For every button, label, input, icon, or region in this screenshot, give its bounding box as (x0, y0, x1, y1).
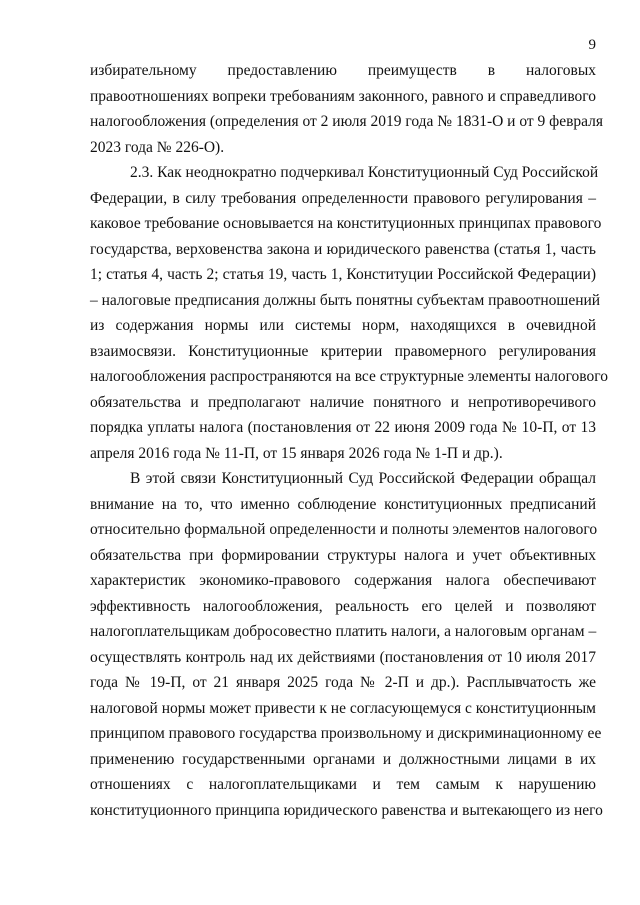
text-line: взаимосвязи. Конституционные критерии правомерного регулирования (90, 342, 596, 360)
text-line: эффективность налогообложения, реальность его целей и позволяют (90, 597, 596, 615)
text-line: налогообложения (определения от 2 июля 2019 года № 1831-О и от 9 февраля (90, 113, 604, 130)
text-line: характеристик экономико-правового содержания налога обеспечивают (90, 572, 596, 589)
text-line: избирательному предоставлению преимуществ в налоговых (90, 62, 596, 79)
text-line: из содержания нормы или системы норм, находящихся в очевидной (90, 317, 596, 334)
text-line: апреля 2016 года № 11-П, от 15 января 2026 года № 1-П и др.). (90, 444, 503, 462)
text-line: Федерации, в силу требования определенности правового регулирования – (90, 189, 596, 207)
paragraph (90, 160, 608, 466)
text-line: внимание на то, что именно соблюдение конституционных предписаний (90, 495, 596, 513)
text-line: каковое требование основывается на конституционных принципах правового (90, 215, 602, 232)
text-line: года № 19-П, от 21 января 2025 года № 2-П и др.). Расплывчатость же (90, 674, 596, 691)
text-line: отношениях с налогоплательщиками и тем самым к нарушению (90, 776, 596, 793)
document-body (90, 58, 608, 823)
text-line: налоговой нормы может привести к не согласующемуся с конституционным (90, 699, 596, 717)
text-line: принципом правового государства произвольному и дискриминационному ее (90, 725, 602, 742)
paragraph (90, 466, 603, 823)
text-line: порядка уплаты налога (постановления от 22 июня 2009 года № 10-П, от 13 (90, 419, 596, 436)
text-line: – налоговые предписания должны быть понятны субъектам правоотношений (90, 291, 601, 309)
text-line: обязательства и предполагают наличие понятного и непротиворечивого (90, 393, 596, 411)
text-line: правоотношениях вопреки требованиям законного, равного и справедливого (90, 87, 596, 105)
text-line: осуществлять контроль над их действиями (постановления от 10 июля 2017 (90, 648, 596, 666)
page-number: 9 (588, 37, 596, 53)
text-line: 2023 года № 226-О). (90, 138, 225, 156)
text-line: государства, верховенства закона и юридического равенства (статья 1, часть (90, 240, 596, 258)
text-line: налогоплательщикам добросовестно платить налоги, а налоговым органам – (90, 623, 597, 640)
text-line: 1; статья 4, часть 2; статья 19, часть 1, Конституции Российской Федерации) (90, 266, 596, 283)
text-line: налогообложения распространяются на все структурные элементы налогового (90, 368, 608, 385)
text-line: применению государственными органами и должностными лицами в их (90, 750, 596, 768)
text-line: В этой связи Конституционный Суд Российской Федерации обращал (130, 470, 596, 487)
text-line: конституционного принципа юридического равенства и вытекающего из него (90, 801, 603, 819)
text-line: 2.3. Как неоднократно подчеркивал Конституционный Суд Российской (130, 164, 599, 181)
text-line: относительно формальной определенности и полноты элементов налогового (90, 521, 598, 538)
text-line: обязательства при формировании структуры налога и учет объективных (90, 546, 596, 564)
paragraph (90, 58, 604, 160)
